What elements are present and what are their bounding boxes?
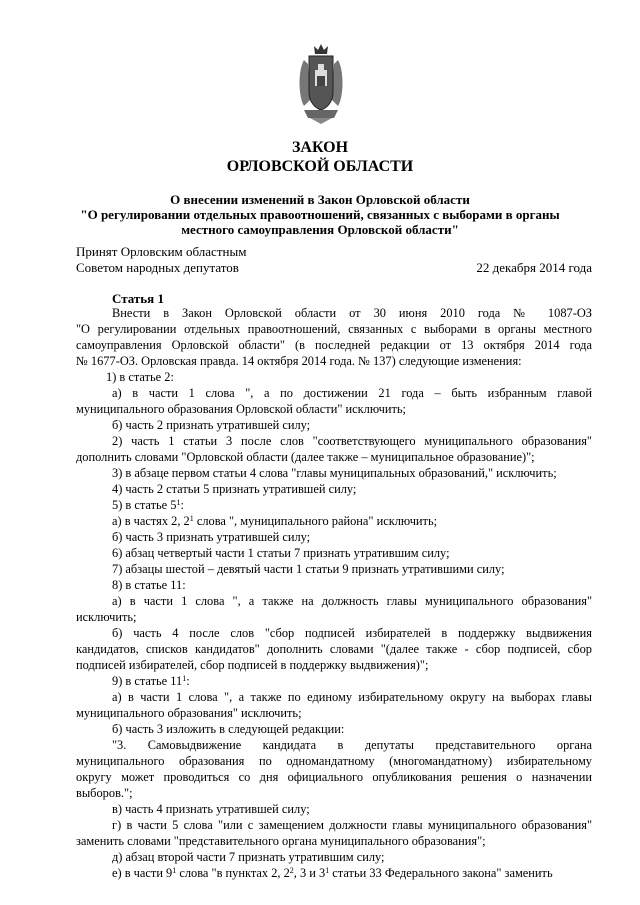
body-line: "О регулировании отдельных правоотношений, связанных с выборами в органы местного bbox=[76, 322, 592, 336]
body-line: 7) абзацы шестой – девятый части 1 статьи 9 признать утратившими силу; bbox=[112, 562, 505, 576]
body-line: в) часть 4 признать утратившей силу; bbox=[112, 802, 310, 816]
body-line: кандидатов, списков кандидатов" дополнить словами "(далее также - сбор подписей, сбор bbox=[76, 642, 592, 656]
body-line: 1) в статье 2: bbox=[106, 370, 174, 384]
article-heading: Статья 1 bbox=[112, 291, 164, 306]
subtitle-line: местного самоуправления Орловской области" bbox=[181, 222, 459, 237]
body-line: 4) часть 2 статьи 5 признать утратившей силу; bbox=[112, 482, 357, 496]
body-line: дополнить словами "Орловской области (далее также – муниципальное образование)"; bbox=[76, 450, 535, 464]
region-title: ОРЛОВСКОЙ ОБЛАСТИ bbox=[226, 158, 414, 175]
body-line: б) часть 3 признать утратившей силу; bbox=[112, 530, 311, 544]
body-line: подписей избирателей, сбор подписей в поддержку выдвижения)"; bbox=[76, 658, 429, 672]
adoption-line: Советом народных депутатов bbox=[76, 260, 239, 275]
body-line: 6) абзац четвертый части 1 статьи 7 признать утратившим силу; bbox=[112, 546, 450, 560]
body-line: 5) в статье $5^1$: bbox=[112, 498, 184, 512]
body-line: 8) в статье 11: bbox=[112, 578, 186, 592]
body-line: а) в части 1 слова ", а также по единому избирательному округу на выборах главы bbox=[112, 690, 592, 704]
body-line: заменить словами "представительного органа муниципального образования"; bbox=[76, 834, 486, 848]
body-line: а) в частях 2, $2^1$ слова ", муниципального района" исключить; bbox=[112, 514, 438, 528]
body-line: 3) в абзаце первом статьи 4 слова "главы муниципальных образований," исключить; bbox=[112, 466, 557, 480]
body-line: б) часть 4 после слов "сбор подписей избирателей в поддержку выдвижения bbox=[112, 626, 592, 640]
body-line: "3. Самовыдвижение кандидата в депутаты представительного органа bbox=[112, 738, 592, 752]
body-line: д) абзац второй части 7 признать утратившим силу; bbox=[112, 850, 385, 864]
body-line: е) в части $9^1$ слова "в пунктах 2, $2^2$, 3 и $3^1$ статьи 33 Федерального закона" заменить bbox=[112, 866, 553, 880]
body-line: а) в части 1 слова ", а по достижении 21 года – быть избранным главой bbox=[112, 386, 592, 400]
body-line: б) часть 2 признать утратившей силу; bbox=[112, 418, 311, 432]
adoption-line: Принят Орловским областным bbox=[76, 244, 247, 259]
body-line: 2) часть 1 статьи 3 после слов "соответствующего муниципального образования" bbox=[112, 434, 592, 448]
law-title: ЗАКОН bbox=[291, 139, 349, 156]
body-line: г) в части 5 слова "или с замещением должности главы муниципального образования" bbox=[112, 818, 592, 832]
body-line: муниципального образования" исключить; bbox=[76, 706, 302, 720]
body-line: б) часть 3 изложить в следующей редакции: bbox=[112, 722, 345, 736]
body-line: округу может проводиться со дня официального опубликования решения о назначении bbox=[76, 770, 592, 784]
body-line: муниципального образования по одномандатному (многомандатному) избирательному bbox=[76, 754, 592, 768]
subtitle-line: "О регулировании отдельных правоотношений, связанных с выборами в органы bbox=[80, 207, 560, 222]
body-line: а) в части 1 слова ", а также на должность главы муниципального образования" bbox=[112, 594, 592, 608]
adoption-date: 22 декабря 2014 года bbox=[476, 260, 592, 275]
body-line: исключить; bbox=[76, 610, 137, 624]
coat-of-arms-icon bbox=[296, 40, 346, 124]
subtitle-line: О внесении изменений в Закон Орловской области bbox=[170, 192, 470, 207]
body-line: Внести в Закон Орловской области от 30 июня 2010 года № 1087-ОЗ bbox=[112, 306, 592, 320]
body-line: № 1677-ОЗ. Орловская правда. 14 октября 2014 года. № 137) следующие изменения: bbox=[76, 354, 522, 368]
body-line: 9) в статье $11^1$: bbox=[112, 674, 190, 688]
body-line: самоуправления Орловской области" (в последней редакции от 13 октября 2014 года bbox=[76, 338, 592, 352]
body-line: выборов."; bbox=[76, 786, 133, 800]
body-line: муниципального образования Орловской области" исключить; bbox=[76, 402, 406, 416]
